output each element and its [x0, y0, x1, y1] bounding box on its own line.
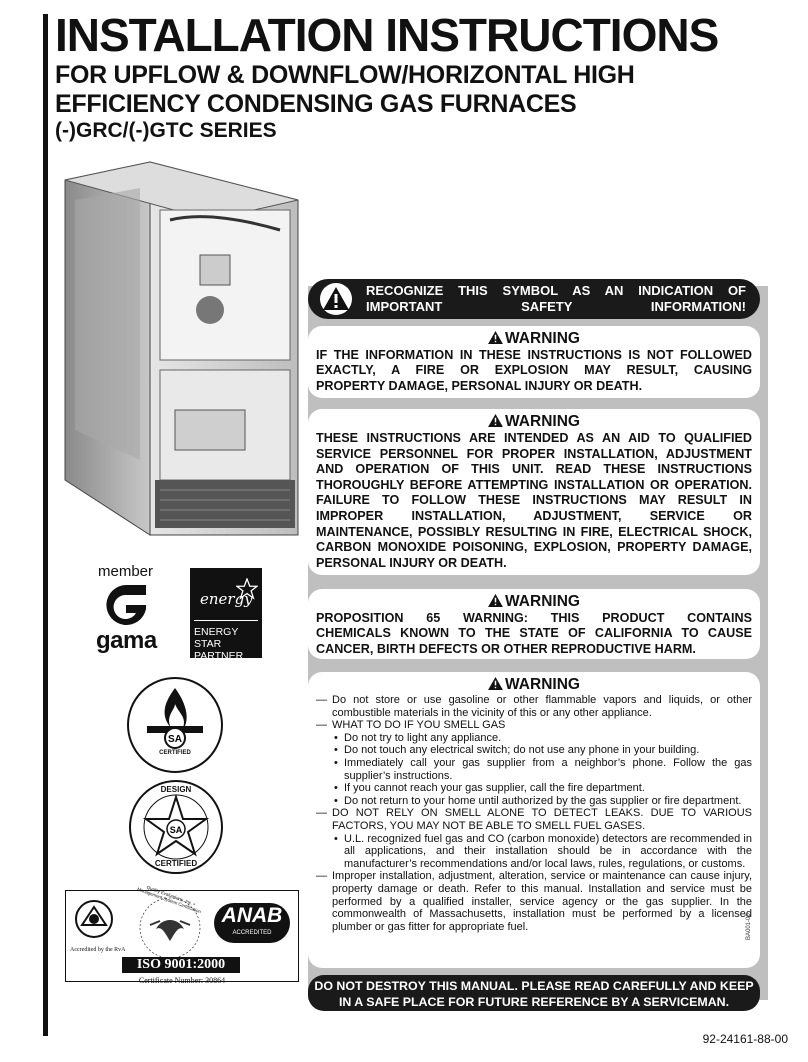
page-title: INSTALLATION INSTRUCTIONS [55, 9, 719, 61]
subtitle-line-2: EFFICIENCY CONDENSING GAS FURNACES [55, 90, 577, 118]
iso-label: ISO 9001:2000 [122, 957, 240, 973]
furnace-illustration [60, 160, 305, 540]
notice-line1: DO NOT DESTROY THIS MANUAL. PLEASE READ CAREFULLY AND KEEP [314, 979, 754, 993]
anab-sub-text: ACCREDITED [232, 930, 272, 936]
rva-accredited-text: Accredited by the RvA [70, 947, 126, 953]
warning-1-line: IF THE INFORMATION IN THESE INSTRUCTIONS IS NOT FOLLOWED [316, 348, 752, 362]
warning-label: WARNING [505, 330, 580, 347]
warning-2-line: CARBON MONOXIDE POISONING, EXPLOSION, PROPERTY DAMAGE, [316, 540, 752, 555]
safety-symbol-bar [308, 279, 760, 319]
list-item-text: U.L. recognized fuel gas and CO (carbon monoxide) detectors are recommended in all applications, and their installation should be in accordance with the manufacturer’s recommendations and/or local laws, rules, regulations, or customs. [344, 832, 752, 870]
list-item: — Improper installation, adjustment, alteration, service or maintenance can cause injury, property damage or death. Refer to this manual. Installation and service must be performed by a qualified installer, service agency or the gas supplier. In the commonwealth of Massachusetts, installation must be performed by a licensed plumber or gas fitter for appropriate fuel. [316, 870, 752, 933]
warning-2-line: FAILURE TO FOLLOW THESE INSTRUCTIONS MAY RESULT IN [316, 493, 752, 508]
list-item: — Do not store or use gasoline or other flammable vapors and liquids, or other combustible materials in the vicinity of this or any other appliance. [316, 694, 752, 719]
design-certified-seal [128, 779, 224, 875]
warning-box-3 [308, 589, 760, 659]
side-code: BA001-00 [746, 913, 752, 940]
list-item: • Immediately call your gas supplier from a neighbor’s phone. Follow the gas supplier’s instructions. [334, 756, 752, 782]
energy-star-logo [190, 568, 262, 662]
warning-triangle-icon [488, 594, 503, 607]
csa-certified-seal [125, 676, 225, 774]
warning-2-line: IMPROPER INSTALLATION, ADJUSTMENT, SERVICE OR [316, 508, 752, 523]
star-icon [236, 578, 258, 600]
list-item-text: Do not try to light any appliance. [344, 731, 502, 744]
warning-box-4 [308, 672, 760, 968]
energy-script: energy [200, 590, 253, 608]
energy-star-partner-text [194, 626, 262, 662]
rva-logo-icon [74, 899, 114, 941]
iso-certification-box [65, 884, 299, 985]
list-item-text: WHAT TO DO IF YOU SMELL GAS [332, 719, 506, 732]
safety-symbol-text [366, 283, 746, 315]
anab-text: ANAB [221, 904, 283, 927]
list-item: • If you cannot reach your gas supplier, call the fire department. [316, 782, 752, 795]
svg-text:SA: SA [168, 734, 182, 745]
gama-g-icon [96, 583, 156, 627]
csa-flame-icon [125, 676, 225, 774]
safety-symbol-line1: RECOGNIZE THIS SYMBOL AS AN INDICATION OF [366, 283, 746, 298]
warning-triangle-icon [488, 677, 503, 690]
list-item-text: Improper installation, adjustment, alteration, service or maintenance can cause injury, property damage or death. Refer to this manual. Installation and service must be performed by a qualified installer, service agency or the gas supplier. In the commonwealth of Massachusetts, installation must be performed by a licensed plumber or gas fitter for appropriate fuel. [332, 870, 752, 933]
warning-label: WARNING [505, 676, 580, 693]
list-item-text: Do not store or use gasoline or other flammable vapors and liquids, or other combustible materials in the vicinity of this or any other appliance. [332, 694, 752, 719]
warning-box-1 [308, 326, 760, 398]
svg-text:SA: SA [169, 825, 183, 835]
document-number: 92-24161-88-00 [702, 1032, 788, 1046]
anab-logo [214, 903, 290, 943]
warning-title [308, 593, 760, 611]
notice-line2: IN A SAFE PLACE FOR FUTURE REFERENCE BY A SERVICEMAN. [338, 995, 730, 1009]
series-name: (-)GRC/(-)GTC SERIES [55, 119, 277, 142]
list-item: • Do not touch any electrical switch; do not use any phone in your building. [316, 744, 752, 757]
list-item-text: Immediately call your gas supplier from a neighbor’s phone. Follow the gas supplier’s instructions. [344, 756, 752, 782]
design-text: DESIGN [160, 785, 192, 794]
warning-1-line: EXACTLY, A FIRE OR EXPLOSION MAY RESULT, CAUSING [316, 363, 752, 378]
warning-3-line: CHEMICALS KNOWN TO THE STATE OF CALIFORNIA TO CAUSE [316, 626, 752, 641]
gama-member-text: member [98, 563, 154, 580]
warning-2-line: MAINTENANCE, POSSIBLY RESULTING IN FIRE, ELECTRICAL SHOCK, [316, 524, 752, 539]
warning-title [308, 330, 760, 348]
warning-box-2 [308, 409, 760, 575]
warning-triangle-icon [488, 331, 503, 344]
subtitle-line-1: FOR UPFLOW & DOWNFLOW/HORIZONTAL HIGH [55, 61, 635, 89]
design-certified-text: CERTIFIED [154, 859, 198, 868]
warning-title [308, 413, 760, 431]
warning-2-line: SERVICE PERSONNEL FOR PROPER INSTALLATION, ADJUSTMENT [316, 446, 752, 461]
list-item: • Do not try to light any appliance. [316, 732, 752, 745]
list-item-text: Do not return to your home until authorized by the gas supplier or fire department. [344, 794, 742, 807]
list-item-text: If you cannot reach your gas supplier, call the fire department. [344, 782, 645, 795]
gas-safety-list [308, 694, 760, 933]
list-item-text: Do not touch any electrical switch; do not use any phone in your building. [344, 744, 700, 757]
warning-title [308, 676, 760, 694]
warning-2-line: THESE INSTRUCTIONS ARE INTENDED AS AN AID TO QUALIFIED [316, 431, 752, 445]
keep-manual-notice [308, 975, 760, 1011]
warning-1-line: PROPERTY DAMAGE, PERSONAL INJURY OR DEATH. [316, 378, 643, 393]
warning-3-line: CANCER, BIRTH DEFECTS OR OTHER REPRODUCTIVE HARM. [316, 641, 696, 656]
gama-logo [92, 563, 172, 658]
list-item-text: DO NOT RELY ON SMELL ALONE TO DETECT LEAKS. DUE TO VARIOUS FACTORS, YOU MAY NOT BE ABLE TO SMELL FUEL GASES. [332, 807, 752, 832]
list-item: — WHAT TO DO IF YOU SMELL GAS [316, 719, 752, 732]
list-item: • Do not return to your home until authorized by the gas supplier or fire department. [316, 795, 752, 808]
left-rule [43, 14, 48, 1036]
gama-name: gama [96, 627, 157, 654]
qei-arc-text: Quality Evaluations, Inc. • Management System Certification [136, 884, 202, 915]
warning-3-line: PROPOSITION 65 WARNING: THIS PRODUCT CONTAINS [316, 611, 752, 625]
energy-star-line1: ENERGY STAR [194, 626, 239, 650]
warning-2-line: THOROUGHLY BEFORE ATTEMPTING INSTALLATION OR OPERATION. [316, 477, 752, 492]
csa-certified-text: CERTIFIED [159, 750, 191, 756]
list-item: • U.L. recognized fuel gas and CO (carbon monoxide) detectors are recommended in all applications, and their installation should be in accordance with the manufacturer’s recommendations and/or local laws, rules, regulations, or customs. [334, 832, 752, 870]
warning-3-text [308, 611, 760, 657]
safety-symbol-line2: IMPORTANT SAFETY INFORMATION! [366, 299, 746, 314]
warning-label: WARNING [505, 413, 580, 430]
warning-2-line: AND OPERATION OF THIS UNIT. READ THESE INSTRUCTIONS [316, 462, 752, 477]
warning-2-text [308, 431, 760, 571]
warning-2-line: PERSONAL INJURY OR DEATH. [316, 555, 507, 570]
energy-star-line2: PARTNER [194, 650, 244, 662]
warning-1-text [308, 348, 760, 394]
warning-triangle-icon [316, 282, 356, 316]
warning-triangle-icon [488, 414, 503, 427]
list-item: — DO NOT RELY ON SMELL ALONE TO DETECT LEAKS. DUE TO VARIOUS FACTORS, YOU MAY NOT BE ABLE TO SMELL FUEL GASES. [316, 807, 752, 832]
warning-label: WARNING [505, 593, 580, 610]
certificate-number: Certificate Number: 30864 [138, 976, 226, 985]
